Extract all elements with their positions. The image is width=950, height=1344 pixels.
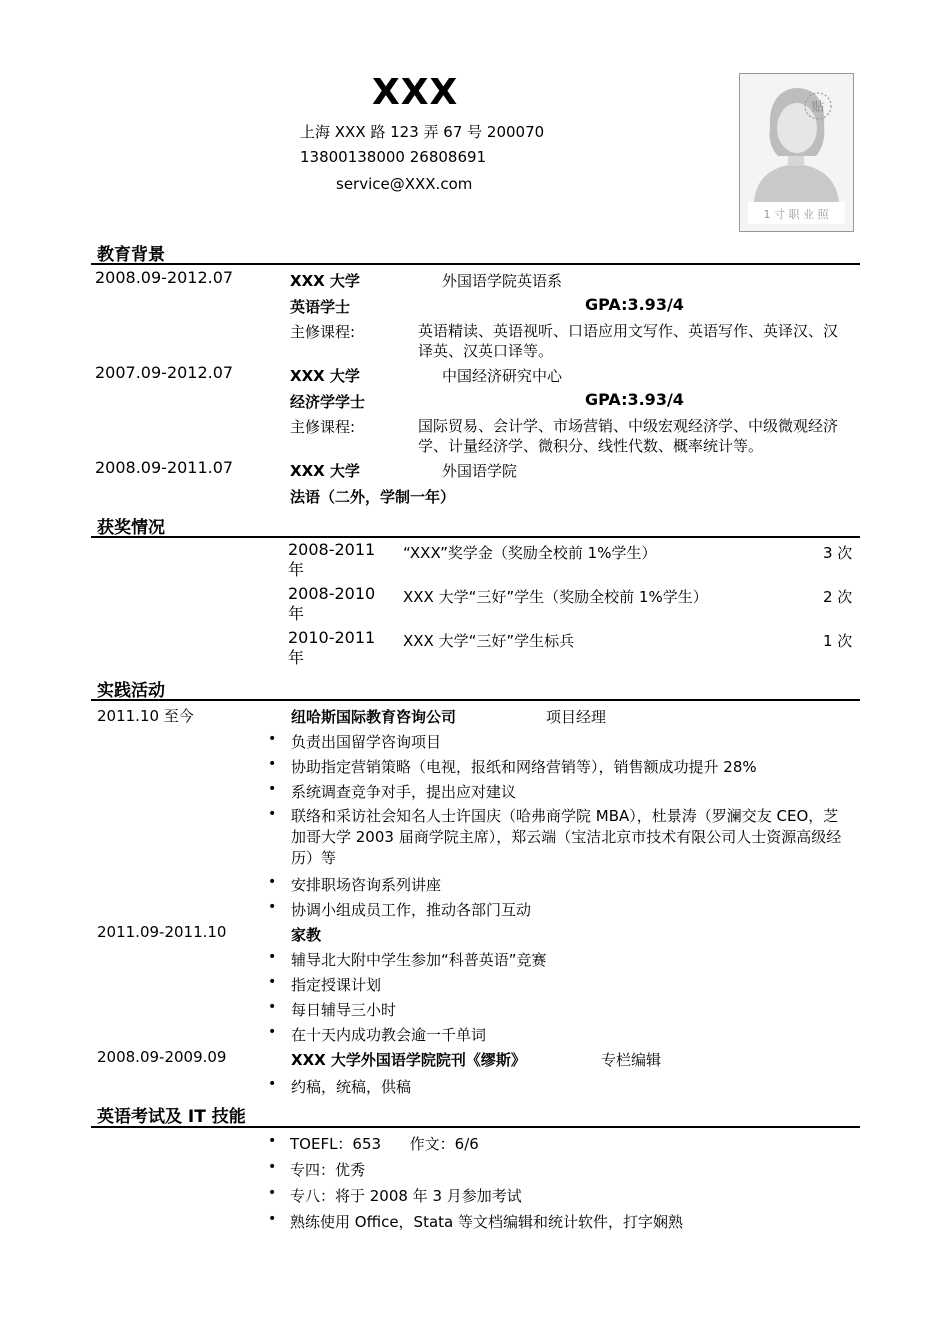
section-title-practice: 实践活动 xyxy=(97,681,165,701)
bullet-icon: • xyxy=(268,1211,277,1227)
practice-period: 2011.09-2011.10 xyxy=(97,923,227,941)
bullet-icon: • xyxy=(268,1024,277,1040)
practice-org: 家教 xyxy=(291,926,322,944)
practice-bullet: 安排职场咨询系列讲座 xyxy=(291,876,442,894)
education-period: 2007.09-2012.07 xyxy=(95,363,234,382)
education-dept: 外国语学院 xyxy=(442,462,518,480)
skill-item: 专四：优秀 xyxy=(290,1161,366,1179)
section-divider xyxy=(91,699,860,701)
practice-org: 纽哈斯国际教育咨询公司 xyxy=(291,708,457,726)
education-gpa: GPA:3.93/4 xyxy=(585,390,684,409)
practice-bullet: 辅导北大附中学生参加“科普英语”竞赛 xyxy=(291,951,547,969)
email: service@XXX.com xyxy=(336,175,473,193)
skill-item: TOEFL：653 作文：6/6 xyxy=(290,1135,479,1153)
practice-bullet: 协助指定营销策略（电视，报纸和网络营销等），销售额成功提升 28% xyxy=(291,758,757,776)
person-silhouette-icon xyxy=(740,74,853,231)
course-label: 主修课程: xyxy=(290,323,356,341)
bullet-icon: • xyxy=(268,1133,277,1149)
practice-bullet: 在十天内成功教会逾一千单词 xyxy=(291,1026,487,1044)
education-degree: 英语学士 xyxy=(290,298,351,316)
education-dept: 中国经济研究中心 xyxy=(442,367,563,385)
address: 上海 XXX 路 123 弄 67 号 200070 xyxy=(300,123,545,141)
education-period: 2008.09-2011.07 xyxy=(95,458,234,477)
photo-placeholder xyxy=(739,73,854,232)
bullet-icon: • xyxy=(268,781,277,797)
education-period: 2008.09-2012.07 xyxy=(95,268,234,287)
practice-bullet: 系统调查竞争对手，提出应对建议 xyxy=(291,783,517,801)
bullet-icon: • xyxy=(268,1076,277,1092)
practice-bullet: 联络和采访社会知名人士许国庆（哈弗商学院 MBA），杜景涛（罗澜交友 CEO，芝加哥大学 2003 届商学院主席），郑云端（宝洁北京市技术有限公司人士资源高级经历）等 xyxy=(291,807,842,867)
section-title-awards: 获奖情况 xyxy=(97,518,165,538)
award-count: 3 次 xyxy=(823,544,853,562)
education-dept: 外国语学院英语系 xyxy=(442,272,563,290)
section-title-skills: 英语考试及 IT 技能 xyxy=(97,1107,246,1127)
section-title-education: 教育背景 xyxy=(97,245,165,265)
education-gpa: GPA:3.93/4 xyxy=(585,295,684,314)
practice-role: 专栏编辑 xyxy=(601,1051,662,1069)
practice-bullet: 负责出国留学咨询项目 xyxy=(291,733,442,751)
bullet-icon: • xyxy=(268,899,277,915)
bullet-icon: • xyxy=(268,731,277,747)
course-list: 英语精读、英语视听、口语应用文写作、英语写作、英译汉、汉译英、汉英口译等。 xyxy=(418,322,839,360)
practice-role: 项目经理 xyxy=(546,708,607,726)
education-degree: 法语（二外，学制一年） xyxy=(290,488,456,506)
practice-org: XXX 大学外国语学院院刊《缪斯》 xyxy=(291,1051,526,1069)
award-count: 2 次 xyxy=(823,588,853,606)
education-school: XXX 大学 xyxy=(290,462,360,480)
phone-numbers: 13800138000 26808691 xyxy=(300,148,487,166)
skill-item: 专八：将于 2008 年 3 月参加考试 xyxy=(290,1187,522,1205)
practice-period: 2011.10 至今 xyxy=(97,707,194,725)
practice-bullet: 协调小组成员工作，推动各部门互动 xyxy=(291,901,532,919)
education-school: XXX 大学 xyxy=(290,272,360,290)
award-title: XXX 大学“三好”学生（奖励全校前 1%学生） xyxy=(403,588,708,606)
practice-period: 2008.09-2009.09 xyxy=(97,1048,227,1066)
course-list: 国际贸易、会计学、市场营销、中级宏观经济学、中级微观经济学、计量经济学、微积分、线性代数、概率统计等。 xyxy=(418,417,839,455)
course-label: 主修课程: xyxy=(290,418,356,436)
bullet-icon: • xyxy=(268,874,277,890)
award-title: XXX 大学“三好”学生标兵 xyxy=(403,632,575,650)
photo-caption: 1 寸 职 业 照 xyxy=(763,208,829,221)
bullet-icon: • xyxy=(268,1185,277,1201)
bullet-icon: • xyxy=(268,756,277,772)
award-count: 1 次 xyxy=(823,632,853,650)
education-degree: 经济学学士 xyxy=(290,393,366,411)
section-divider xyxy=(91,1126,860,1128)
section-divider xyxy=(91,263,860,265)
section-divider xyxy=(91,536,860,538)
skill-item: 熟练使用 Office，Stata 等文档编辑和统计软件，打字娴熟 xyxy=(290,1213,683,1231)
practice-bullet: 每日辅导三小时 xyxy=(291,1001,397,1019)
practice-bullet: 指定授课计划 xyxy=(291,976,382,994)
practice-bullet: 约稿，统稿，供稿 xyxy=(291,1078,412,1096)
award-years: 2008-2010 年 xyxy=(288,584,376,623)
award-title: “XXX”奖学金（奖励全校前 1%学生） xyxy=(403,544,657,562)
candidate-name: XXX xyxy=(372,72,459,113)
bullet-icon: • xyxy=(268,999,277,1015)
award-years: 2008-2011 年 xyxy=(288,540,376,579)
bullet-icon: • xyxy=(268,949,277,965)
bullet-icon: • xyxy=(268,806,277,822)
award-years: 2010-2011 年 xyxy=(288,628,376,667)
education-school: XXX 大学 xyxy=(290,367,360,385)
photo-stamp: 贴 xyxy=(811,100,825,115)
bullet-icon: • xyxy=(268,1159,277,1175)
bullet-icon: • xyxy=(268,974,277,990)
